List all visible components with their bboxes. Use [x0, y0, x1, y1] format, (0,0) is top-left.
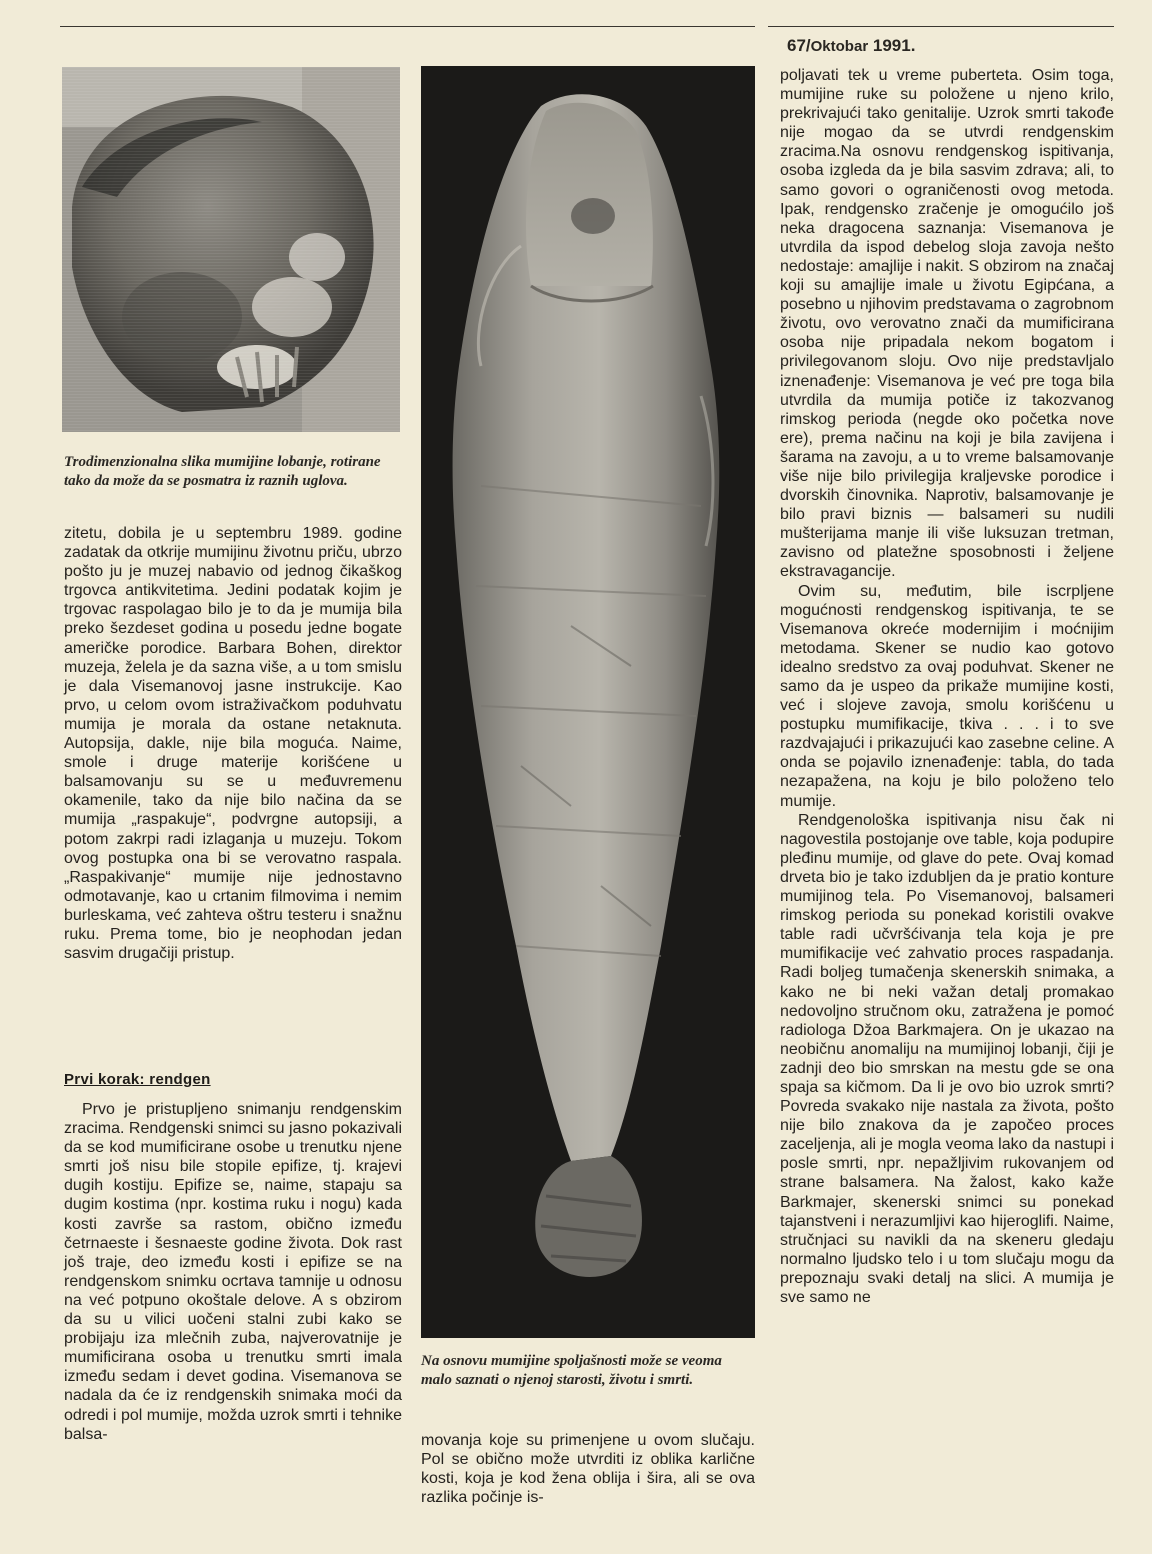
skull-caption: Trodimenzionalna slika mumijine lobanje, rotirane tako da može da se posmatra iz raznih uglova.: [64, 454, 381, 489]
right-column: [780, 66, 1114, 1307]
right-paragraph-1: poljavati tek u vreme puberteta. Osim toga, mumijine ruke su položene u njeno krilo, prekrivajući tako genitalije. Uzrok smrti takođe nije mogao da se utvrdi rendgenskim zracima.Na osnovu rendgenskog ispitivanja, osoba izgleda da je bila sasvim zdrava; ali, to samo govori o ograničenosti ovog metoda. Ipak, rendgensko zračenje je omogućilo još neka dragocena saznanja: Visemanova je utvrdila da ispod debelog sloja zavoja nešto nedostaje: amajlije i nakit. S obzirom na značaj koji su amajlije imale u životu Egipćana, a posebno u njihovim predstavama o zagrobnom životu, ovo verovatno znači da mumificirana osoba nije pripadala nekom bogatom i privilegovanom sloju. Ovo nije predstavljalo iznenađenje: Visemanova je već pre toga bila utvrdila da mumija potiče iz takozvanog rimskog perioda (negde oko početka nove ere), prema načinu na koji je bila zavijena i šarama na zavoju, a u to vreme balsamovanje više nije bilo privilegija kraljevske porodice i dvorskih činovnika. Naprotiv, balsamovanje je bilo pravi biznis — balsameri su nudili mušterijama manje ili više luksuzan tretman, zavisno od platežne sposobnosti i željene ekstravagancije.: [780, 67, 1114, 581]
middle-paragraph-1: movanja koje su primenjene u ovom slučaju. Pol se obično može utvrditi iz oblika karlične kosti, koja je kod žena oblija i šira, ali se ova razlika počinje is-: [421, 1432, 755, 1507]
left-paragraph-1: zitetu, dobila je u septembru 1989. godine zadatak da otkrije mumijinu životnu priču, ubrzo pošto ju je muzej nabavio od jednog čikaškog trgovca antikvitetima. Jedini podatak kojim je trgovac raspolagao bilo je to da je mumija bila preko šezdeset godina u posedu jedne bogate američke porodice. Barbara Bohen, direktor muzeja, želela je da sazna više, a u tom smislu je dala Visemanovoj jasne instrukcije. Kao prvo, u celom ovom istraživačkom poduhvatu mumija je morala da ostane netaknuta. Autopsija, dakle, nije bila moguća. Naime, smole i druge materije korišćene u balsamovanju su se u međuvremenu okamenile, tako da nije bilo načina da se mumija „raspakuje“, podvrgne autopsiji, a potom zakrpi radi izlaganja u muzeju. Tokom ovog postupka ona bi se verovatno raspala. „Raspakivanje“ mumije nije jednostavno odmotavanje, kao u crtanim filmovima i nemim burleskama, već zahteva oštru testeru i snažnu ruku. Prema tome, bio je neophodan jedan sasvim drugačiji pristup.: [64, 525, 402, 963]
middle-column: [421, 1431, 755, 1507]
page-number: 67/: [787, 36, 811, 55]
left-column-part-1: [64, 524, 402, 963]
page-header: [787, 36, 915, 56]
left-column-part-2: [64, 1100, 402, 1444]
mummy-image: [421, 66, 755, 1338]
mummy-caption: Na osnovu mumijine spoljašnosti može se veoma malo saznati o njenoj starosti, životu i smrti.: [421, 1353, 722, 1388]
top-rule-left: [60, 26, 755, 27]
mummy-graphic: [421, 66, 755, 1338]
section-subheading: Prvi korak: rendgen: [64, 1071, 211, 1088]
left-paragraph-2: Prvo je pristupljeno snimanju rendgenskim zracima. Rendgenski snimci su jasno pokazivali da se kod mumificirane osobe u trenutku njene smrti još nisu bile stopile epifize, tj. krajevi dugih kostiju. Epifize se, naime, stapaju sa dugim kostima (npr. kostima ruku i nogu) kada kosti završe sa rastom, obično između četrnaeste i šesnaeste godine života. Dok rast još traje, deo između kosti i epifize se na rendgenskom snimku ocrtava tamnije u odnosu na već potpuno okoštale delove. A s obzirom da su u vilici uočeni stalni zubi kako se probijaju iza mlečnih zuba, najverovatnije je mumificirana osoba u trenutku smrti imala između sedam i devet godina. Visemanova se nadala da će iz rendgenskih snimaka moći da odredi i pol mumije, možda uzrok smrti i tehnike balsa-: [64, 1101, 402, 1443]
issue-year: 1991.: [872, 36, 916, 55]
skull-scan-image: [62, 67, 400, 432]
skull-scan-graphic: [62, 67, 400, 432]
right-paragraph-2: Ovim su, međutim, bile iscrpljene mogućnosti rendgenskog ispitivanja, te se Visemanova okreće modernijim i moćnijim metodama. Skener se nudio kao gotovo idealno sredstvo za ovaj poduhvat. Skener ne samo da je uspeo da prikaže mumijine kosti, već i slojeve zavoja, smolu korišćenu u postupku mumifikacije, tkiva . . . i to sve razdvajajući i prikazujući kao zasebne celine. A onda se pojavilo iznenađenje: tabla, do tada nezapažena, na koju je bilo položeno telo mumije.: [780, 582, 1114, 810]
top-rule-right: [768, 26, 1114, 27]
right-paragraph-3: Rendgenološka ispitivanja nisu čak ni nagovestila postojanje ove table, koja podupire pleđinu mumije, od glave do pete. Ovaj komad drveta bio je tako izdubljen da je pratio konture mumijinog tela. Po Visemanovoj, balsameri rimskog perioda su ponekad koristili ovakve table radi učvršćivanja tela koja je pre mumifikacije već zahvatio proces raspadanja. Radi boljeg tumačenja skenerskih snimaka, a kako ne bi neki važan detalj promakao nedovoljno stručnom oku, zatražena je pomoć radiologa Džoa Barkmajera. On je ukazao na neobičnu anomaliju na mumijinoj lobanji, čiji je zadnji deo bio smrskan na mestu gde se ona spaja sa kičmom. Da li je ovo bio uzrok smrti? Povreda svakako nije nastala za života, pošto nije bilo znakova da je započeo proces zaceljenja, ali je mogla veoma lako da nastupi i posle smrti, npr. nepažljivim rukovanjem od strane balsamera. Na žalost, kako kaže Barkmajer, skenerski snimci su ponekad tajanstveni i nerazumljivi kao hijeroglifi. Naime, stručnjaci su navikli da na skeneru gledaju normalno ljudsko telo i u tom slučaju mogu da prepoznaju svaki detalj na slici. A mumija je sve samo ne: [780, 811, 1114, 1306]
issue-month: Oktobar: [810, 38, 869, 55]
